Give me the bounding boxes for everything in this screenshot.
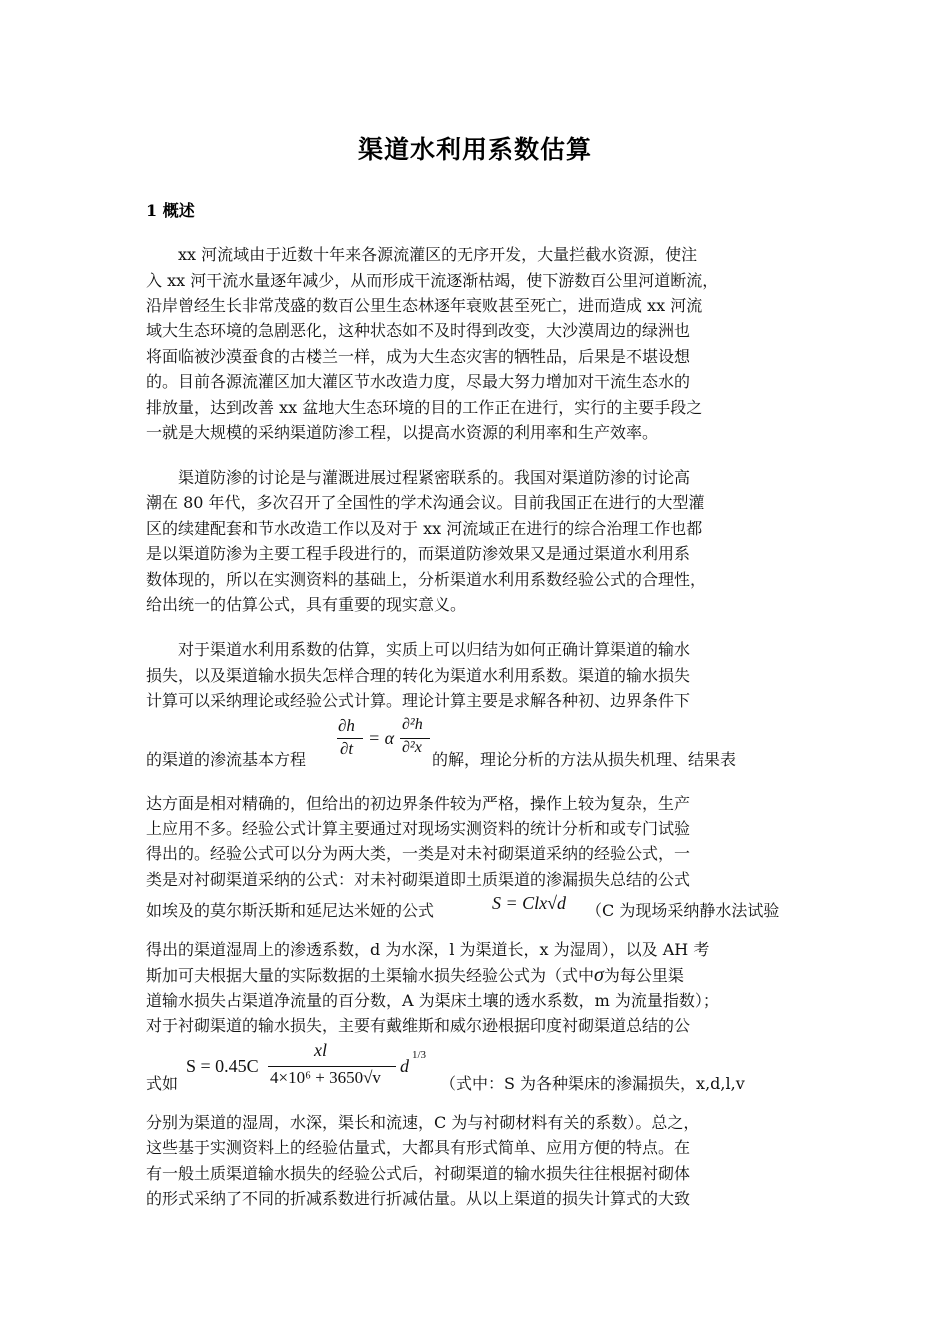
paragraph-line: 上应用不多。经验公式计算主要通过对现场实测资料的统计分析和或专门试验 — [146, 819, 691, 838]
paragraph-line: 类是对衬砌渠道采纳的公式：对未衬砌渠道即土质渠道的渗漏损失总结的公式 — [146, 870, 691, 889]
paragraph-line: 得出的。经验公式可以分为两大类，一类是对未衬砌渠道采纳的经验公式，一 — [146, 844, 691, 863]
paragraph-line: 对于渠道水利用系数的估算，实质上可以归结为如何正确计算渠道的输水 — [178, 640, 691, 659]
paragraph-line: 潮在 80 年代，多次召开了全国性的学术沟通会议。目前我国正在进行的大型灌 — [146, 493, 705, 512]
eq-s-clx-sqrt-d: S = Clx√d — [492, 893, 567, 913]
section-heading: 1 概述 — [146, 201, 195, 220]
paragraph-line: 这些基于实测资料上的经验估量式，大都具有形式简单、应用方便的特点。在 — [146, 1138, 691, 1157]
paragraph-line: 得出的渠道湿周上的渗透系数，d 为水深，l 为渠道长，x 为湿周），以及 AH 考 — [146, 940, 710, 959]
paragraph-line: 道输水损失占渠道净流量的百分数，A 为渠床土壤的透水系数，m 为流量指数）； — [146, 991, 719, 1010]
paragraph-line: 区的续建配套和节水改造工作以及对于 xx 河流域正在进行的综合治理工作也都 — [146, 519, 703, 538]
eq-equals-alpha: = α — [368, 728, 395, 748]
paragraph-line: 对于衬砌渠道的输水损失，主要有戴维斯和威尔逊根据印度衬砌渠道总结的公 — [146, 1016, 691, 1035]
molesworth-equation — [492, 893, 582, 919]
paragraph-line: 沿岸曾经生长非常茂盛的数百公里生态林逐年衰败甚至死亡，进而造成 xx 河流 — [146, 296, 703, 315]
paragraph-line: 如埃及的莫尔斯沃斯和延尼达米娅的公式 — [146, 901, 435, 920]
eq-d: d — [400, 1056, 409, 1076]
eq-rhs-denominator: ∂²x — [402, 739, 422, 756]
davis-wilson-equation — [186, 1040, 432, 1096]
sigma-line-before: 斯加可夫根据大量的实际数据的土渠输水损失经验公式为（式中 — [146, 966, 595, 985]
paragraph-line: 域大生态环境的急剧恶化，这种状态如不及时得到改变，大沙漠周边的绿洲也 — [146, 321, 691, 340]
paragraph-line: 损失，以及渠道输水损失怎样合理的转化为渠道水利用系数。渠道的输水损失 — [146, 666, 691, 685]
paragraph-line: 的。目前各源流灌区加大灌区节水改造力度，尽最大努力增加对干流生态水的 — [146, 372, 691, 391]
paragraph-line: 一就是大规模的采纳渠道防渗工程，以提高水资源的利用率和生产效率。 — [146, 423, 659, 442]
paragraph-line: 式如 — [146, 1074, 179, 1093]
paragraph-line: 数体现的，所以在实测资料的基础上，分析渠道水利用系数经验公式的合理性， — [146, 570, 707, 589]
eq-denominator: 4×10⁶ + 3650√v — [270, 1068, 381, 1087]
paragraph-line: 入 xx 河干流水量逐年减少，从而形成干流逐渐枯竭，使下游数百公里河道断流， — [146, 271, 719, 290]
paragraph-line: （C 为现场采纳静水法试验 — [586, 901, 780, 920]
eq-exponent: 1/3 — [412, 1049, 427, 1061]
paragraph-line: 的形式采纳了不同的折减系数进行折减估量。从以上渠道的损失计算式的大致 — [146, 1189, 691, 1208]
paragraph-line: 分别为渠道的湿周，水深，渠长和流速，C 为与衬砌材料有关的系数）。总之， — [146, 1113, 700, 1132]
eq-lhs-numerator: ∂h — [338, 716, 355, 735]
paragraph-line: 将面临被沙漠蚕食的古楼兰一样，成为大生态灾害的牺牲品，后果是不堪设想 — [146, 347, 691, 366]
paragraph-line: 排放量，达到改善 xx 盆地大生态环境的目的工作正在进行，实行的主要手段之 — [146, 398, 703, 417]
eq-rhs-numerator: ∂²h — [402, 716, 423, 733]
paragraph-line: 是以渠道防渗为主要工程手段进行的，而渠道防渗效果又是通过渠道水利用系 — [146, 544, 691, 563]
paragraph-line: xx 河流域由于近数十年来各源流灌区的无序开发，大量拦截水资源，使注 — [178, 245, 698, 264]
paragraph-line: 有一般土质渠道输水损失的经验公式后，衬砌渠道的输水损失往往根据衬砌体 — [146, 1164, 691, 1183]
paragraph-line: 的渠道的渗流基本方程 — [146, 750, 307, 769]
eq-lhs-denominator: ∂t — [340, 739, 354, 758]
paragraph-line: 计算可以采纳理论或经验公式计算。理论计算主要是求解各种初、边界条件下 — [146, 691, 691, 710]
paragraph-line: 的解，理论分析的方法从损失机理、结果表 — [432, 750, 737, 769]
eq-lhs: S = 0.45C — [186, 1056, 259, 1076]
paragraph-line: 渠道防渗的讨论是与灌溉进展过程紧密联系的。我国对渠道防渗的讨论高 — [178, 468, 691, 487]
diffusion-equation — [336, 716, 432, 768]
document-title: 渠道水利用系数估算 — [357, 135, 592, 164]
eq-numerator: xl — [314, 1040, 327, 1060]
sigma-line-after: 为每公里渠 — [603, 966, 684, 985]
paragraph-line — [146, 965, 684, 986]
sigma-symbol: σ — [594, 964, 604, 986]
paragraph-line: 达方面是相对精确的，但给出的初边界条件较为严格，操作上较为复杂，生产 — [146, 794, 691, 813]
paragraph-line: 给出统一的估算公式，具有重要的现实意义。 — [146, 595, 467, 614]
paragraph-line: （式中：S 为各种渠床的渗漏损失，x,d,l,v — [440, 1074, 745, 1093]
